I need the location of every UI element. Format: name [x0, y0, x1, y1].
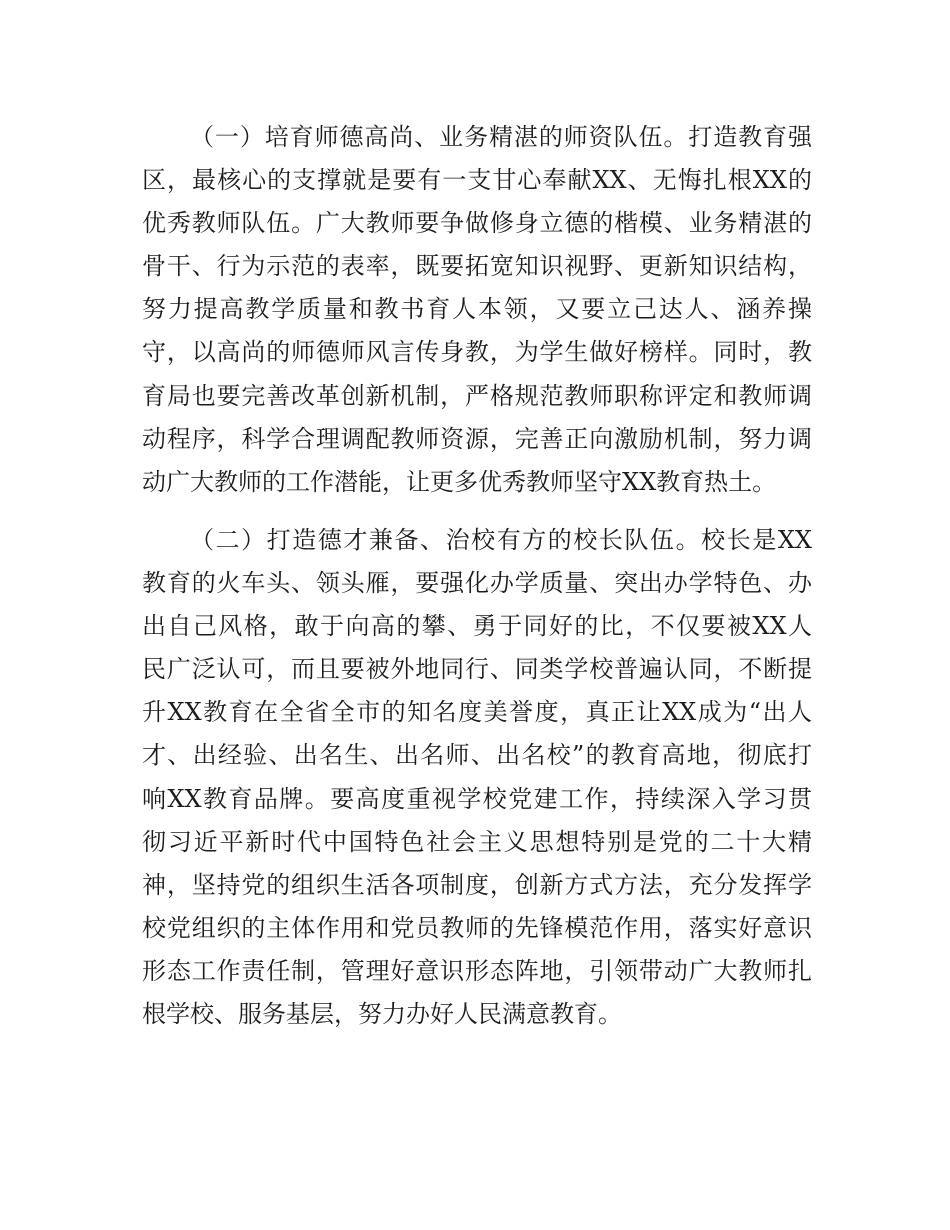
text-line: 神，坚持党的组织生活各项制度，创新方式方法，充分发挥学 — [142, 870, 812, 899]
text-line: 骨干、行为示范的表率，既要拓宽知识视野、更新知识结构， — [142, 252, 812, 281]
paragraph-teacher-team — [142, 116, 812, 504]
text-line: 响XX教育品牌。要高度重视学校党建工作，持续深入学习贯 — [142, 784, 812, 813]
text-line: 努力提高教学质量和教书育人本领，又要立己达人、涵养操 — [142, 295, 812, 324]
text-line: 校党组织的主体作用和党员教师的先锋模范作用，落实好意识 — [142, 913, 812, 942]
text-line: （二）打造德才兼备、治校有方的校长队伍。校长是XX — [190, 526, 812, 554]
text-line: 优秀教师队伍。广大教师要争做修身立德的楷模、业务精湛的 — [142, 209, 812, 238]
text-line: 形态工作责任制，管理好意识形态阵地，引领带动广大教师扎 — [142, 956, 812, 985]
paragraph-principal-team — [142, 519, 812, 1036]
text-line: 区，最核心的支撑就是要有一支甘心奉献XX、无悔扎根XX的 — [142, 166, 812, 195]
text-line: 根学校、服务基层，努力办好人民满意教育。 — [142, 1000, 622, 1029]
text-line: 民广泛认可，而且要被外地同行、同类学校普遍认同，不断提 — [142, 655, 812, 684]
text-line: 育局也要完善改革创新机制，严格规范教师职称评定和教师调 — [142, 381, 812, 410]
text-line: （一）培育师德高尚、业务精湛的师资队伍。打造教育强 — [190, 123, 812, 151]
text-line: 升XX教育在全省全市的知名度美誉度，真正让XX成为“出人 — [142, 698, 812, 727]
text-line: 出自己风格，敢于向高的攀、勇于同好的比，不仅要被XX人 — [142, 612, 812, 641]
text-line: 动广大教师的工作潜能，让更多优秀教师坚守XX教育热土。 — [142, 467, 777, 496]
text-line: 彻习近平新时代中国特色社会主义思想特别是党的二十大精 — [142, 827, 812, 856]
text-line: 教育的火车头、领头雁，要强化办学质量、突出办学特色、办 — [142, 569, 812, 598]
text-line: 守，以高尚的师德师风言传身教，为学生做好榜样。同时，教 — [142, 338, 812, 367]
text-line: 才、出经验、出名生、出名师、出名校”的教育高地，彻底打 — [142, 741, 812, 770]
text-line: 动程序，科学合理调配教师资源，完善正向激励机制，努力调 — [142, 424, 812, 453]
